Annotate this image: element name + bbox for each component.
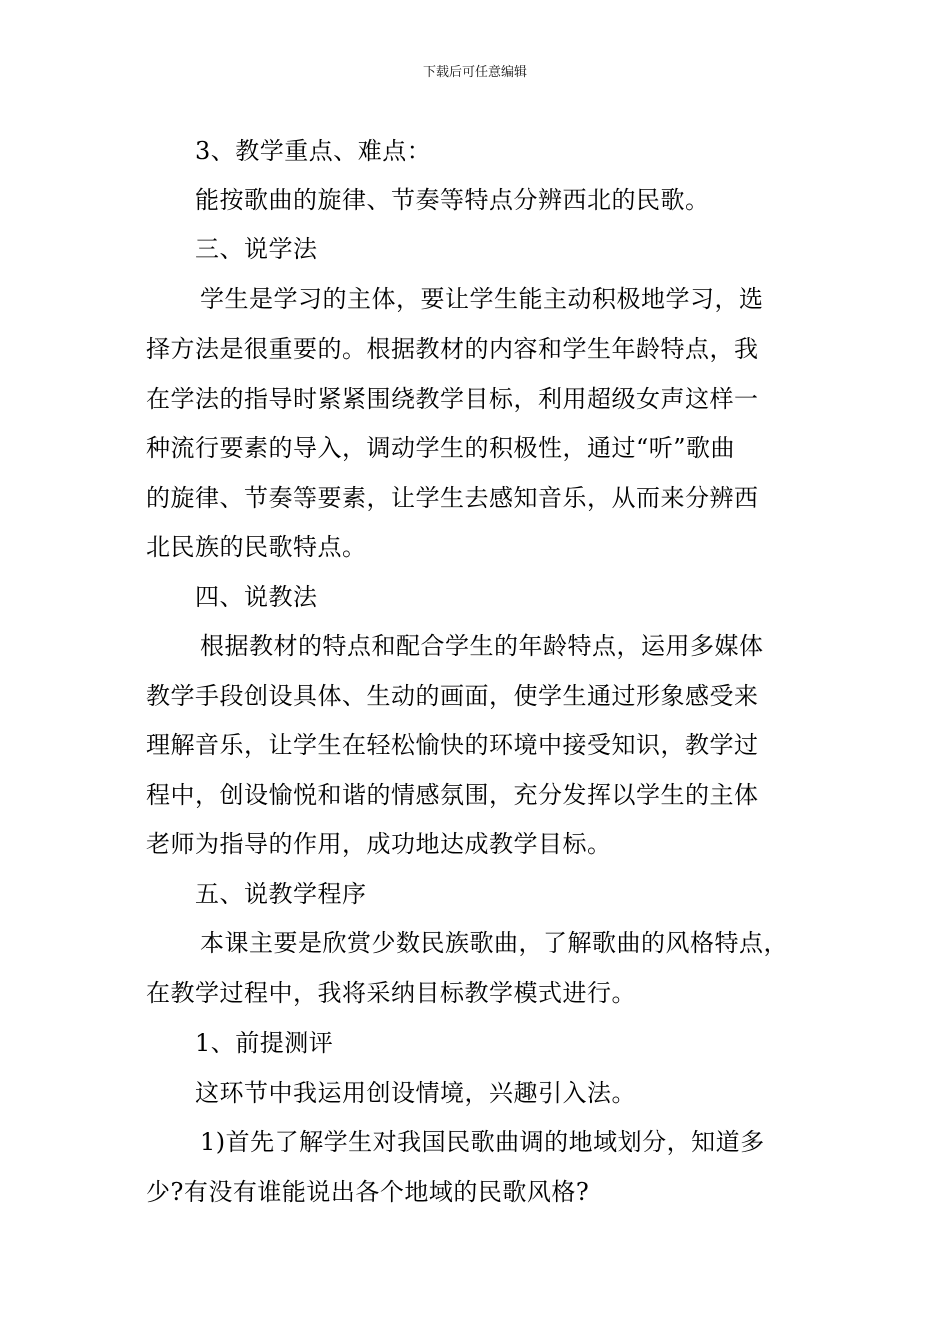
paragraph-line: 老师为指导的作用，成功地达成教学目标。 [146,830,612,858]
paragraph-line: 教学手段创设具体、生动的画面，使学生通过形象感受来 [146,682,759,710]
heading-teaching-procedure: 五、说教学程序 [195,880,367,908]
paragraph-line: 理解音乐，让学生在轻松愉快的环境中接受知识，教学过 [146,731,759,759]
paragraph-line: 程中，创设愉悦和谐的情感氛围，充分发挥以学生的主体 [146,781,759,809]
paragraph-line: 学生是学习的主体，要让学生能主动积极地学习，选 [200,285,764,313]
paragraph-line: 少?有没有谁能说出各个地域的民歌风格? [146,1178,590,1206]
heading-study-method: 三、说学法 [195,235,318,263]
paragraph-line: 在学法的指导时紧紧围绕教学目标，利用超级女声这样一 [146,385,759,413]
paragraph-line: 北民族的民歌特点。 [146,533,367,561]
heading-teaching-method: 四、说教法 [195,583,318,611]
heading-pre-assessment: 1、前提测评 [195,1029,334,1057]
paragraph-line: 择方法是很重要的。根据教材的内容和学生年龄特点，我 [146,335,759,363]
paragraph-line: 种流行要素的导入，调动学生的积极性，通过“听”歌曲 [146,434,736,462]
paragraph-line: 这环节中我运用创设情境，兴趣引入法。 [195,1079,636,1107]
paragraph-line: 的旋律、节奏等要素，让学生去感知音乐，从而来分辨西 [146,484,759,512]
page-header: 下载后可任意编辑 [422,65,527,80]
paragraph-line: 1)首先了解学生对我国民歌曲调的地域划分，知道多 [200,1128,765,1156]
heading-key-points: 3、教学重点、难点： [195,137,432,165]
paragraph-line: 能按歌曲的旋律、节奏等特点分辨西北的民歌。 [195,186,710,214]
paragraph-line: 本课主要是欣赏少数民族歌曲，了解歌曲的风格特点， [200,929,788,957]
paragraph-line: 在教学过程中，我将采纳目标教学模式进行。 [146,979,636,1007]
paragraph-line: 根据教材的特点和配合学生的年龄特点，运用多媒体 [200,632,764,660]
